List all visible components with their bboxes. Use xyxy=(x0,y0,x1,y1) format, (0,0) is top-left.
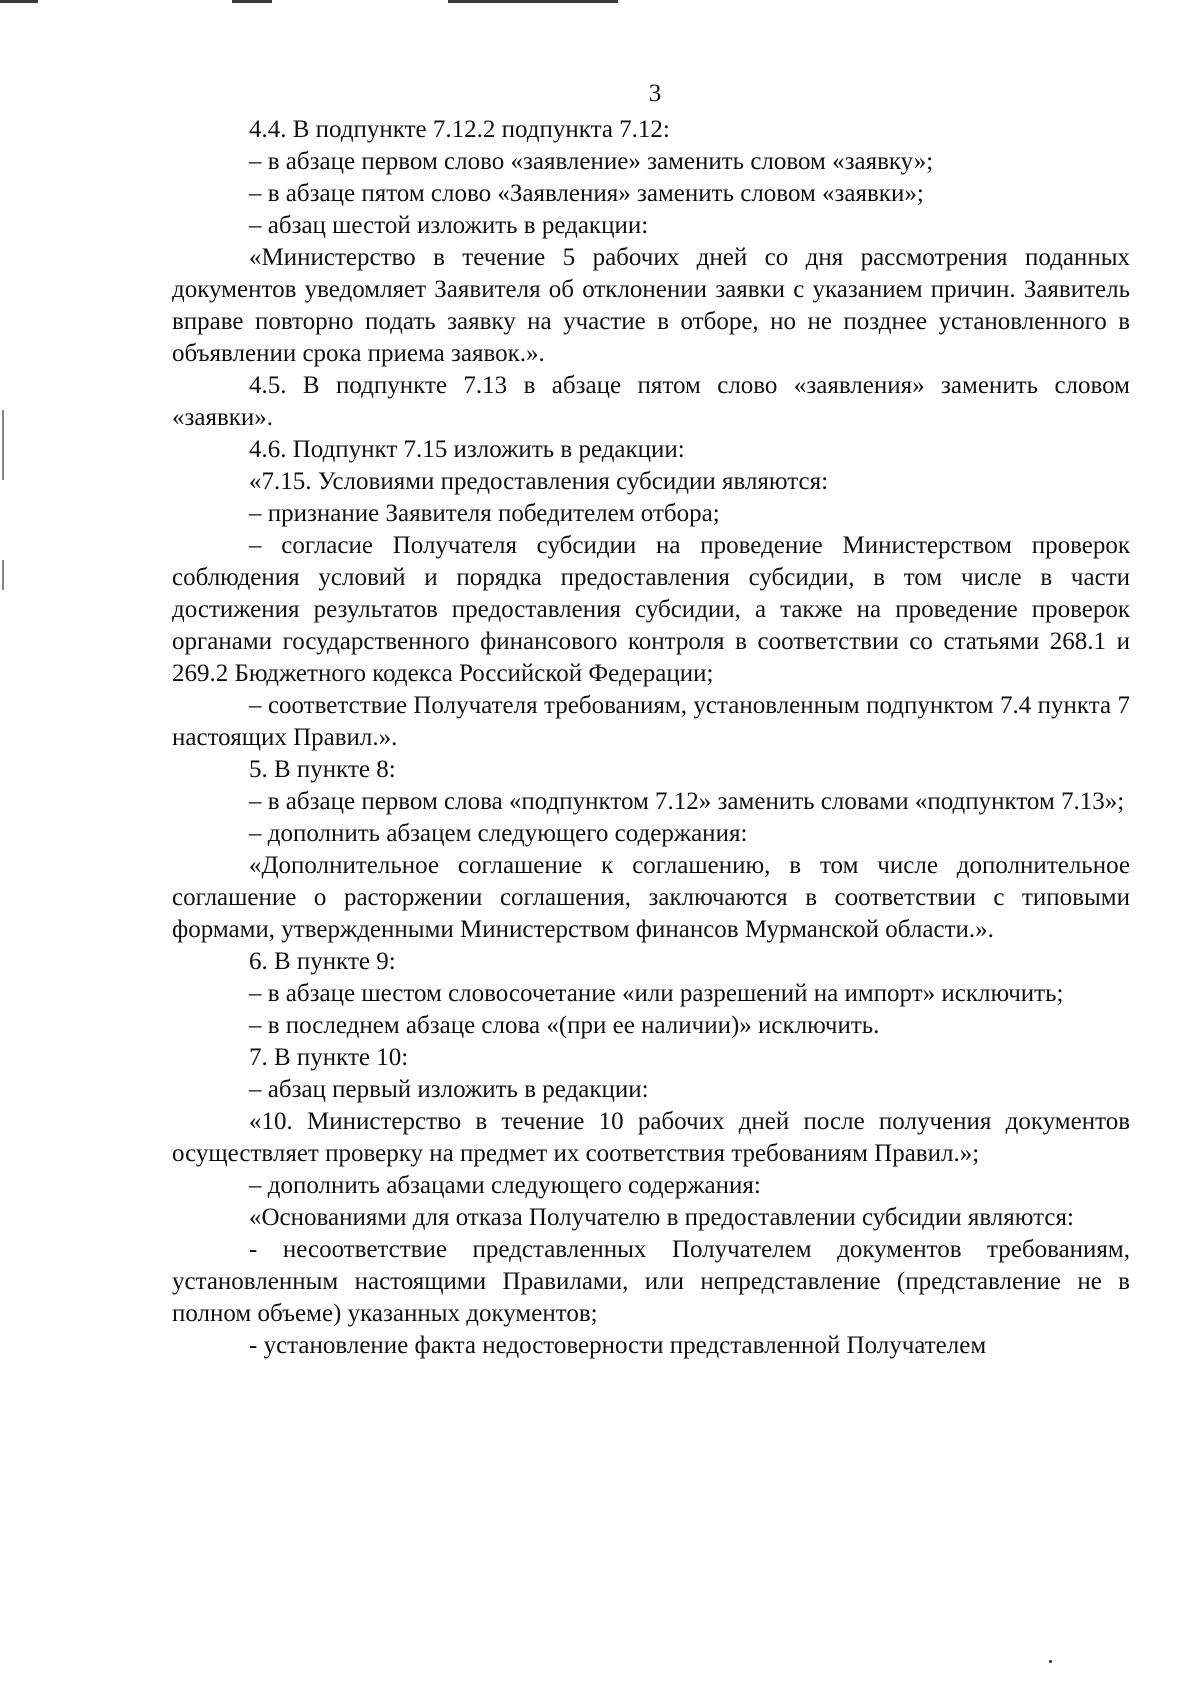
paragraph-5: 5. В пункте 8: xyxy=(249,756,396,783)
paragraph-4-6: 4.6. Подпункт 7.15 изложить в редакции: xyxy=(249,436,685,463)
paragraph-item: – абзац шестой изложить в редакции: xyxy=(249,212,649,239)
paragraph-quote: «Министерство в течение 5 рабочих дней со дня рассмотрения поданных документов уведомляет Заявителя об отклонении заявки с указанием причин. Заявитель вправе повторно подать заявку на участие в отборе, но не позднее установленного в объявлении срока приема заявок.». xyxy=(172,244,1130,367)
paragraph-item: – в абзаце первом слова «подпунктом 7.12» заменить словами «подпунктом 7.13»; xyxy=(249,788,1125,815)
paragraph-item: – в последнем абзаце слова «(при ее наличии)» исключить. xyxy=(249,1012,880,1039)
paragraph-quote: «7.15. Условиями предоставления субсидии являются: xyxy=(249,468,829,495)
document-body xyxy=(172,114,1130,1362)
paragraph-item: – признание Заявителя победителем отбора; xyxy=(249,500,720,527)
paragraph-item: – в абзаце пятом слово «Заявления» заменить словом «заявки»; xyxy=(249,180,924,207)
paragraph-4-5: 4.5. В подпункте 7.13 в абзаце пятом слово «заявления» заменить словом «заявки». xyxy=(172,372,1130,431)
scan-edge-mark xyxy=(448,0,618,3)
paragraph-item: – дополнить абзацами следующего содержания: xyxy=(249,1172,761,1199)
paragraph-item: - несоответствие представленных Получателем документов требованиям, установленным настоящими Правилами, или непредставление (представление не в полном объеме) указанных документов; xyxy=(172,1236,1130,1327)
paragraph-7: 7. В пункте 10: xyxy=(249,1044,409,1071)
paragraph-quote: «Основаниями для отказа Получателю в предоставлении субсидии являются: xyxy=(249,1204,1074,1231)
paragraph-quote: «10. Министерство в течение 10 рабочих дней после получения документов осуществляет проверку на предмет их соответствия требованиям Правил.»; xyxy=(172,1108,1130,1167)
page-number: 3 xyxy=(648,80,662,107)
margin-mark xyxy=(2,410,4,480)
paragraph-item: – абзац первый изложить в редакции: xyxy=(249,1076,649,1103)
paragraph-item: – в абзаце первом слово «заявление» заменить словом «заявку»; xyxy=(249,148,934,175)
paragraph-item: – соответствие Получателя требованиям, установленным подпунктом 7.4 пункта 7 настоящих Правил.». xyxy=(172,692,1130,751)
paragraph-quote: «Дополнительное соглашение к соглашению, в том числе дополнительное соглашение о расторжении соглашения, заключаются в соответствии с типовыми формами, утвержденными Министерством финансов Мурманской области.». xyxy=(172,852,1130,943)
scan-edge-mark xyxy=(232,0,272,3)
scan-speck xyxy=(1049,1660,1052,1663)
paragraph-4-4: 4.4. В подпункте 7.12.2 подпункта 7.12: xyxy=(249,116,670,143)
paragraph-item: – дополнить абзацем следующего содержания: xyxy=(249,820,748,847)
paragraph-item: - установление факта недостоверности представленной Получателем xyxy=(249,1332,987,1359)
paragraph-item: – согласие Получателя субсидии на проведение Министерством проверок соблюдения условий и порядка предоставления субсидии, в том числе в части достижения результатов предоставления субсидии, а также на проведение проверок органами государственного финансового контроля в соответствии со статьями 268.1 и 269.2 Бюджетного кодекса Российской Федерации; xyxy=(172,532,1130,687)
margin-mark xyxy=(2,560,4,590)
paragraph-item: – в абзаце шестом словосочетание «или разрешений на импорт» исключить; xyxy=(249,980,1064,1007)
paragraph-6: 6. В пункте 9: xyxy=(249,948,396,975)
scan-edge-mark xyxy=(0,0,38,3)
